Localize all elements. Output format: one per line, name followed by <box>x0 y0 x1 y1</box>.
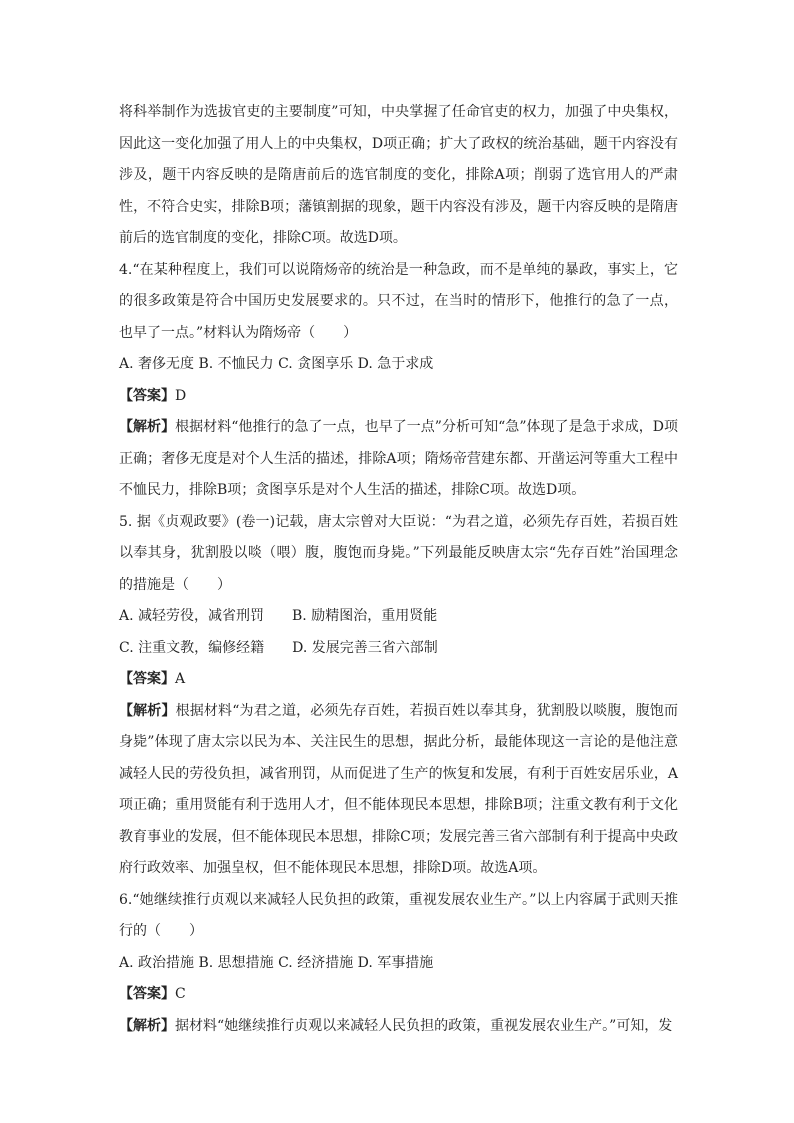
question-6-answer <box>119 979 678 1011</box>
question-5-options-row-2: C. 注重文教，编修经籍 D. 发展完善三省六部制 <box>119 639 438 656</box>
question-4-analysis <box>119 412 678 507</box>
document-page <box>119 97 678 1042</box>
analysis-label: 【解析】 <box>119 419 176 435</box>
question-5-analysis <box>119 696 678 885</box>
analysis-text: 根据材料“他推行的急了一点，也早了一点”分析可知“急”体现了是急于求成，D项正确；奢侈无度是对个人生活的描述，排除A项；隋炀帝营建东都、开凿运河等重大工程中不恤民力，排除B项；贪图享乐是对个人生活的描述，排除C项。故选D项。 <box>119 419 679 498</box>
analysis-label: 【解析】 <box>119 702 176 719</box>
question-4-stem: 4.“在某种程度上，我们可以说隋炀帝的统治是一种急政，而不是单纯的暴政，事实上，它的很多政策是符合中国历史发展要求的。只不过，在当时的情形下，他推行的急了一点，也早了一点。”材料认为隋炀帝（ ） <box>119 261 678 341</box>
answer-label: 【答案】 <box>119 387 175 404</box>
question-5-stem: 5. 据《贞观政要》(卷一)记载，唐太宗曾对大臣说：“为君之道，必须先存百姓，若损百姓以奉其身，犹割股以啖（喂）腹，腹饱而身毙。”下列最能反映唐太宗“先存百姓”治国理念的措施是（ ） <box>119 513 678 593</box>
question-6-options: A. 政治措施 B. 思想措施 C. 经济措施 D. 军事措施 <box>119 954 434 971</box>
analysis-text: 据材料“她继续推行贞观以来减轻人民负担的政策，重视发展农业生产。”可知，发 <box>175 1017 673 1034</box>
continuation-paragraph: 将科举制作为选拔官吏的主要制度”可知，中央掌握了任命官吏的权力，加强了中央集权，因此这一变化加强了用人上的中央集权，D项正确；扩大了政权的统治基础，题干内容没有涉及，题干内容反映的是隋唐前后的选官制度的变化，排除A项；削弱了选官用人的严肃性，不符合史实，排除B项；藩镇割据的现象，题干内容没有涉及，题干内容反映的是隋唐前后的选官制度的变化，排除C项。故选D项。 <box>119 104 678 246</box>
question-4-options: A. 奢侈无度 B. 不恤民力 C. 贪图享乐 D. 急于求成 <box>119 356 434 372</box>
answer-value: A <box>175 671 186 687</box>
question-6-analysis <box>119 1011 678 1043</box>
answer-value: C <box>175 986 186 1002</box>
answer-value: D <box>175 387 187 404</box>
analysis-text: 根据材料“为君之道，必须先存百姓，若损百姓以奉其身，犹割股以啖腹，腹饱而身毙”体现了唐太宗以民为本、关注民生的思想，据此分析，最能体现这一言论的是他注意减轻人民的劳役负担，减省刑罚，从而促进了生产的恢复和发展，有利于百姓安居乐业，A项正确；重用贤能有利于选用人才，但不能体现民本思想，排除B项；注重文教有利于文化教育事业的发展，但不能体现民本思想，排除C项；发展完善三省六部制有利于提高中央政府行政效率、加强皇权，但不能体现民本思想，排除D项。故选A项。 <box>119 702 679 876</box>
analysis-label: 【解析】 <box>119 1017 175 1034</box>
question-4-answer <box>119 381 678 413</box>
answer-label: 【答案】 <box>119 671 175 687</box>
question-5-options-row-1: A. 减轻劳役，减省刑罚 B. 励精图治，重用贤能 <box>119 608 438 624</box>
question-6-stem: 6.“她继续推行贞观以来减轻人民负担的政策，重视发展农业生产。”以上内容属于武则天推行的（ ） <box>119 891 678 939</box>
answer-label: 【答案】 <box>119 986 175 1002</box>
question-5-answer <box>119 664 678 696</box>
